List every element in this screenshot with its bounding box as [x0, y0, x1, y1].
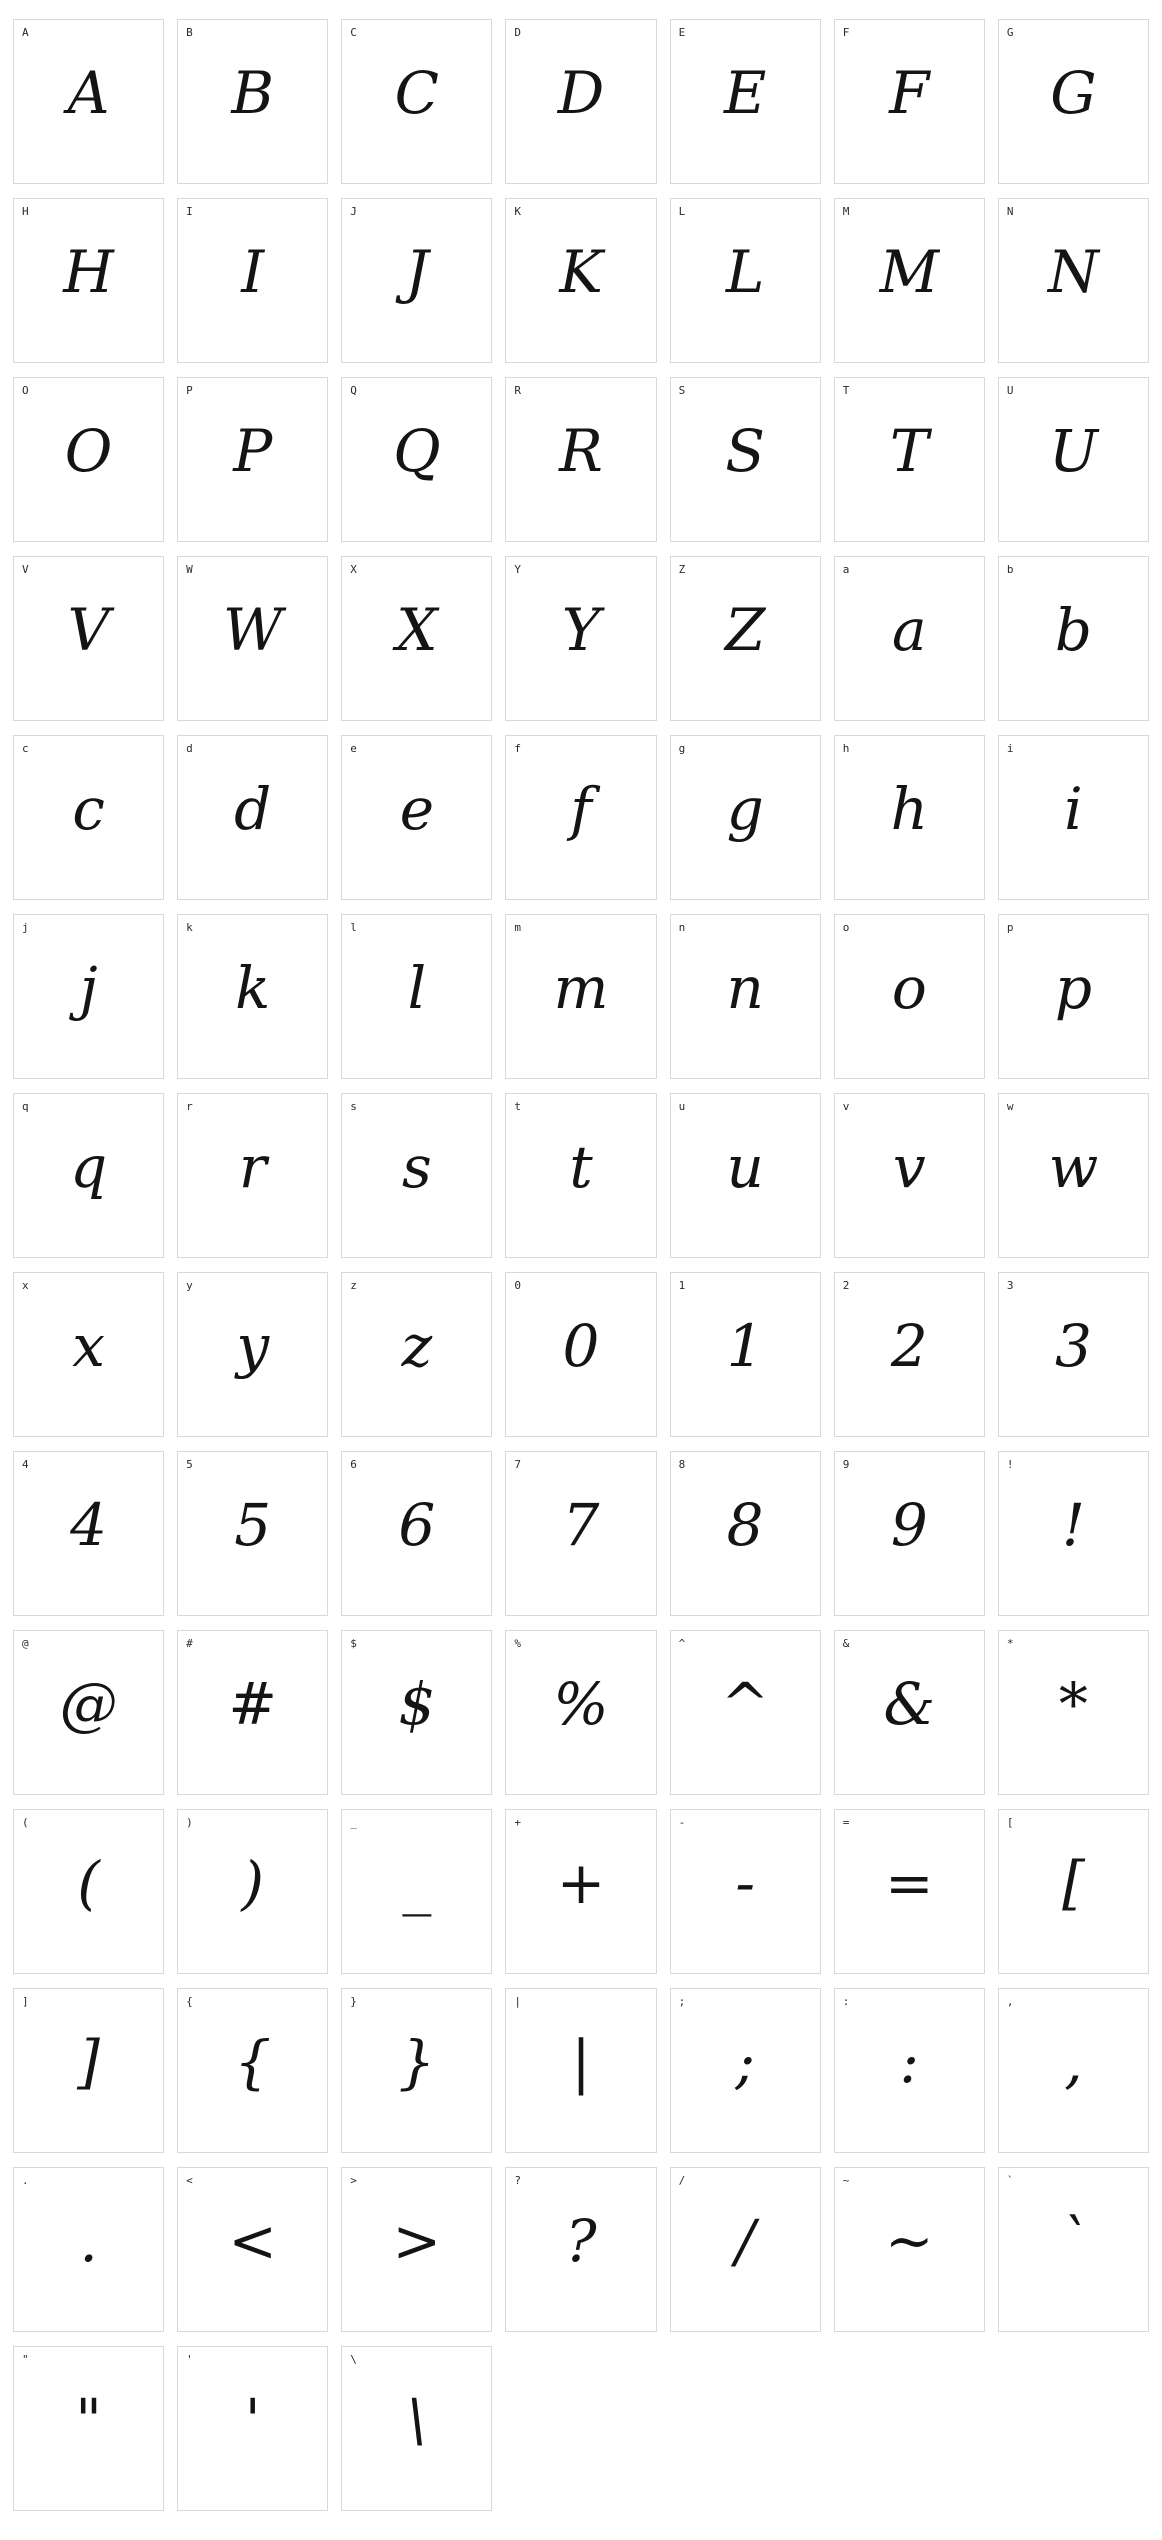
cell-label: % [514, 1637, 522, 1650]
glyph-cell [13, 2167, 164, 2332]
glyph-cell [341, 1988, 492, 2153]
glyph-cell [13, 1272, 164, 1437]
cell-glyph: G [1050, 59, 1097, 127]
cell-glyph: > [392, 2207, 442, 2275]
glyph-cell [13, 914, 164, 1079]
glyph-cell [505, 377, 656, 542]
cell-glyph: D [557, 59, 605, 127]
cell-glyph: , [1064, 2028, 1083, 2096]
cell-label: ) [186, 1816, 193, 1829]
cell-label: t [514, 1100, 522, 1113]
cell-glyph: ~ [884, 2207, 934, 2275]
cell-glyph: S [725, 417, 765, 485]
cell-glyph: i [1064, 775, 1083, 843]
cell-label: - [678, 1816, 686, 1829]
cell-glyph: R [559, 417, 603, 485]
glyph-cell [670, 735, 821, 900]
cell-label: C [350, 26, 357, 39]
cell-glyph: c [72, 775, 105, 843]
cell-glyph: [ [1062, 1849, 1085, 1917]
cell-label: $ [350, 1637, 357, 1650]
glyph-cell [505, 19, 656, 184]
cell-glyph: M [879, 238, 939, 306]
cell-glyph: y [236, 1312, 270, 1380]
cell-glyph: - [735, 1849, 755, 1917]
glyph-cell [670, 19, 821, 184]
cell-label: ( [22, 1816, 29, 1829]
cell-label: } [350, 1995, 357, 2008]
glyph-cell [177, 198, 328, 363]
cell-label: / [678, 2174, 686, 2187]
cell-glyph: | [571, 2028, 591, 2096]
cell-glyph: * [1058, 1670, 1088, 1738]
cell-label: N [1006, 205, 1014, 218]
cell-label: v [842, 1100, 850, 1113]
glyph-cell [505, 1988, 656, 2153]
cell-glyph: Q [393, 417, 441, 485]
cell-label: 9 [842, 1458, 850, 1471]
cell-label: B [186, 26, 193, 39]
cell-glyph: 8 [726, 1491, 764, 1559]
glyph-cell [834, 19, 985, 184]
cell-glyph: k [235, 954, 271, 1022]
cell-label: ` [1006, 2174, 1014, 2187]
cell-glyph: o [891, 954, 927, 1022]
cell-label: A [22, 26, 29, 39]
cell-label: a [842, 563, 850, 576]
cell-label: s [350, 1100, 357, 1113]
cell-glyph: % [553, 1670, 609, 1738]
glyph-cell [177, 914, 328, 1079]
cell-glyph: K [559, 238, 603, 306]
cell-glyph: 2 [890, 1312, 928, 1380]
cell-glyph: ; [735, 2028, 755, 2096]
glyph-cell [505, 1809, 656, 1974]
cell-glyph: ? [565, 2207, 597, 2275]
cell-glyph: $ [398, 1670, 436, 1738]
glyph-cell [177, 1809, 328, 1974]
cell-label: n [678, 921, 686, 934]
cell-label: V [22, 563, 29, 576]
cell-glyph: Z [724, 596, 766, 664]
cell-label: ] [22, 1995, 29, 2008]
cell-label: M [842, 205, 850, 218]
cell-glyph: 1 [726, 1312, 764, 1380]
cell-label: F [842, 26, 850, 39]
glyph-cell [341, 1272, 492, 1437]
glyph-cell [834, 1809, 985, 1974]
cell-glyph: } [398, 2028, 436, 2096]
glyph-cell [505, 1093, 656, 1258]
glyph-cell [177, 1988, 328, 2153]
cell-label: 8 [678, 1458, 686, 1471]
glyph-cell [670, 1630, 821, 1795]
cell-glyph: l [407, 954, 427, 1022]
cell-glyph: J [405, 238, 429, 306]
cell-glyph: ! [1061, 1491, 1086, 1559]
cell-glyph: B [231, 59, 275, 127]
cell-glyph: ` [1058, 2207, 1088, 2275]
glyph-cell [670, 198, 821, 363]
cell-glyph: ^ [720, 1670, 770, 1738]
cell-label: U [1006, 384, 1014, 397]
glyph-cell [13, 1809, 164, 1974]
glyph-cell [834, 735, 985, 900]
cell-glyph: ) [241, 1849, 265, 1917]
glyph-cell [505, 556, 656, 721]
glyph-cell [834, 1451, 985, 1616]
glyph-cell [834, 1630, 985, 1795]
glyph-cell [998, 914, 1149, 1079]
cell-glyph: H [63, 238, 114, 306]
glyph-cell [341, 914, 492, 1079]
cell-label: I [186, 205, 193, 218]
cell-label: z [350, 1279, 357, 1292]
cell-glyph: d [234, 775, 272, 843]
glyph-cell [341, 2346, 492, 2511]
glyph-cell [505, 1451, 656, 1616]
glyph-cell [13, 198, 164, 363]
cell-label: , [1006, 1995, 1014, 2008]
cell-glyph: P [233, 417, 273, 485]
cell-glyph: X [396, 596, 438, 664]
glyph-cell [670, 1809, 821, 1974]
cell-glyph: W [222, 596, 283, 664]
cell-glyph: p [1054, 954, 1092, 1022]
glyph-cell [341, 735, 492, 900]
glyph-cell [505, 914, 656, 1079]
cell-glyph: T [889, 417, 929, 485]
glyph-cell [13, 1630, 164, 1795]
glyph-cell [177, 19, 328, 184]
cell-glyph: < [228, 2207, 278, 2275]
cell-glyph: r [238, 1133, 267, 1201]
cell-label: R [514, 384, 522, 397]
cell-glyph: e [399, 775, 435, 843]
cell-label: f [514, 742, 522, 755]
cell-glyph: _ [402, 1849, 432, 1917]
cell-label: W [186, 563, 193, 576]
glyph-cell [834, 914, 985, 1079]
glyph-cell [505, 1630, 656, 1795]
glyph-cell [13, 735, 164, 900]
cell-label: o [842, 921, 850, 934]
glyph-cell [998, 735, 1149, 900]
glyph-cell [834, 556, 985, 721]
cell-glyph: ( [77, 1849, 100, 1917]
cell-glyph: " [75, 2386, 102, 2454]
glyph-cell [341, 19, 492, 184]
cell-label: Q [350, 384, 357, 397]
glyph-cell [341, 198, 492, 363]
cell-label: X [350, 563, 357, 576]
cell-glyph: z [401, 1312, 433, 1380]
cell-label: < [186, 2174, 193, 2187]
glyph-cell [834, 1272, 985, 1437]
glyph-cell [13, 556, 164, 721]
glyph-cell [177, 1272, 328, 1437]
glyph-cell [177, 377, 328, 542]
glyph-cell [177, 2167, 328, 2332]
cell-label: d [186, 742, 193, 755]
cell-glyph: w [1048, 1133, 1099, 1201]
cell-label: ? [514, 2174, 522, 2187]
cell-label: ' [186, 2353, 193, 2366]
cell-glyph: 5 [234, 1491, 272, 1559]
cell-glyph: E [723, 59, 767, 127]
glyph-cell [670, 914, 821, 1079]
glyph-cell [505, 735, 656, 900]
cell-glyph: u [726, 1133, 764, 1201]
cell-label: m [514, 921, 522, 934]
cell-label: Z [678, 563, 686, 576]
cell-glyph: v [892, 1133, 926, 1201]
cell-label: ; [678, 1995, 686, 2008]
glyph-cell [670, 377, 821, 542]
glyph-cell [670, 1272, 821, 1437]
cell-glyph: A [67, 59, 110, 127]
cell-label: h [842, 742, 850, 755]
cell-label: S [678, 384, 686, 397]
cell-glyph: 9 [890, 1491, 928, 1559]
cell-label: ! [1006, 1458, 1014, 1471]
cell-label: j [22, 921, 29, 934]
cell-label: | [514, 1995, 522, 2008]
cell-label: H [22, 205, 29, 218]
glyph-cell [341, 2167, 492, 2332]
cell-glyph: g [726, 775, 764, 843]
glyph-cell [998, 1451, 1149, 1616]
cell-label: b [1006, 563, 1014, 576]
cell-glyph: C [394, 59, 440, 127]
glyph-cell [177, 1093, 328, 1258]
cell-label: 0 [514, 1279, 522, 1292]
glyph-cell [341, 556, 492, 721]
cell-glyph: t [569, 1133, 593, 1201]
cell-glyph: m [553, 954, 609, 1022]
cell-glyph: j [79, 954, 98, 1022]
glyph-cell [998, 19, 1149, 184]
glyph-cell [998, 556, 1149, 721]
cell-glyph: L [725, 238, 765, 306]
cell-glyph: ' [244, 2386, 261, 2454]
cell-glyph: V [67, 596, 110, 664]
glyph-cell [341, 1451, 492, 1616]
cell-label: Y [514, 563, 522, 576]
glyph-cell [13, 1093, 164, 1258]
glyph-cell [13, 2346, 164, 2511]
glyph-cell [13, 377, 164, 542]
glyph-cell [341, 1809, 492, 1974]
cell-label: D [514, 26, 522, 39]
cell-glyph: b [1054, 596, 1092, 664]
glyph-cell [834, 1988, 985, 2153]
glyph-cell [998, 1630, 1149, 1795]
cell-label: w [1006, 1100, 1014, 1113]
cell-label: l [350, 921, 357, 934]
glyph-cell [177, 1451, 328, 1616]
cell-label: . [22, 2174, 29, 2187]
cell-label: [ [1006, 1816, 1014, 1829]
glyph-cell [998, 2167, 1149, 2332]
glyph-cell [670, 1988, 821, 2153]
glyph-cell [670, 556, 821, 721]
cell-glyph: I [241, 238, 265, 306]
glyph-cell [998, 1809, 1149, 1974]
cell-glyph: 4 [70, 1491, 108, 1559]
cell-label: p [1006, 921, 1014, 934]
cell-label: " [22, 2353, 29, 2366]
cell-glyph: 0 [562, 1312, 600, 1380]
cell-label: ^ [678, 1637, 686, 1650]
cell-glyph: q [70, 1133, 108, 1201]
glyph-cell [834, 2167, 985, 2332]
cell-label: & [842, 1637, 850, 1650]
cell-label: c [22, 742, 29, 755]
cell-glyph: = [884, 1849, 934, 1917]
cell-label: 6 [350, 1458, 357, 1471]
glyph-cell [505, 198, 656, 363]
glyph-cell [177, 2346, 328, 2511]
cell-label: 7 [514, 1458, 522, 1471]
cell-label: k [186, 921, 193, 934]
glyph-cell [13, 1988, 164, 2153]
glyph-cell [13, 19, 164, 184]
glyph-cell [13, 1451, 164, 1616]
cell-label: J [350, 205, 357, 218]
cell-glyph: # [228, 1670, 278, 1738]
cell-label: * [1006, 1637, 1014, 1650]
cell-label: O [22, 384, 29, 397]
cell-label: 3 [1006, 1279, 1014, 1292]
cell-glyph: F [889, 59, 930, 127]
glyph-cell [341, 1093, 492, 1258]
cell-label: T [842, 384, 850, 397]
cell-glyph: { [234, 2028, 272, 2096]
cell-glyph: n [726, 954, 764, 1022]
cell-label: 5 [186, 1458, 193, 1471]
glyph-cell [670, 1451, 821, 1616]
cell-glyph: \ [407, 2386, 427, 2454]
cell-label: G [1006, 26, 1014, 39]
cell-label: + [514, 1816, 522, 1829]
glyph-cell [177, 1630, 328, 1795]
cell-label: \ [350, 2353, 357, 2366]
cell-label: L [678, 205, 686, 218]
cell-label: K [514, 205, 522, 218]
glyph-cell [177, 735, 328, 900]
cell-label: { [186, 1995, 193, 2008]
cell-label: 2 [842, 1279, 850, 1292]
cell-glyph: O [64, 417, 113, 485]
glyph-cell [998, 198, 1149, 363]
glyph-cell [670, 2167, 821, 2332]
cell-glyph: h [890, 775, 928, 843]
cell-glyph: a [891, 596, 927, 664]
cell-label: 1 [678, 1279, 686, 1292]
cell-label: ~ [842, 2174, 850, 2187]
cell-label: i [1006, 742, 1014, 755]
cell-glyph: + [556, 1849, 606, 1917]
cell-glyph: U [1048, 417, 1098, 485]
cell-label: e [350, 742, 357, 755]
glyph-cell [998, 1988, 1149, 2153]
cell-label: g [678, 742, 686, 755]
cell-glyph: @ [59, 1670, 118, 1738]
cell-label: = [842, 1816, 850, 1829]
cell-glyph: f [570, 775, 592, 843]
cell-label: _ [350, 1816, 357, 1829]
glyph-cell [834, 1093, 985, 1258]
cell-label: @ [22, 1637, 29, 1650]
cell-label: x [22, 1279, 29, 1292]
cell-glyph: x [72, 1312, 105, 1380]
glyph-cell [998, 377, 1149, 542]
cell-label: r [186, 1100, 193, 1113]
cell-label: > [350, 2174, 357, 2187]
cell-label: y [186, 1279, 193, 1292]
cell-glyph: N [1048, 238, 1099, 306]
glyph-cell [998, 1093, 1149, 1258]
glyph-cell [341, 1630, 492, 1795]
glyph-cell [505, 2167, 656, 2332]
glyph-cell [177, 556, 328, 721]
cell-label: # [186, 1637, 193, 1650]
cell-label: P [186, 384, 193, 397]
glyph-cell [505, 1272, 656, 1437]
cell-glyph: & [883, 1670, 936, 1738]
cell-glyph: 3 [1054, 1312, 1092, 1380]
cell-glyph: 7 [562, 1491, 600, 1559]
glyph-cell [670, 1093, 821, 1258]
cell-label: q [22, 1100, 29, 1113]
cell-glyph: . [79, 2207, 98, 2275]
cell-label: 4 [22, 1458, 29, 1471]
cell-label: E [678, 26, 686, 39]
cell-glyph: s [401, 1133, 432, 1201]
glyph-cell [341, 377, 492, 542]
cell-glyph: : [899, 2028, 920, 2096]
cell-glyph: / [735, 2207, 755, 2275]
cell-glyph: ] [77, 2028, 100, 2096]
cell-label: u [678, 1100, 686, 1113]
glyph-cell [834, 198, 985, 363]
glyph-cell [998, 1272, 1149, 1437]
cell-glyph: 6 [398, 1491, 436, 1559]
cell-glyph: Y [561, 596, 601, 664]
cell-label: : [842, 1995, 850, 2008]
glyph-cell [834, 377, 985, 542]
